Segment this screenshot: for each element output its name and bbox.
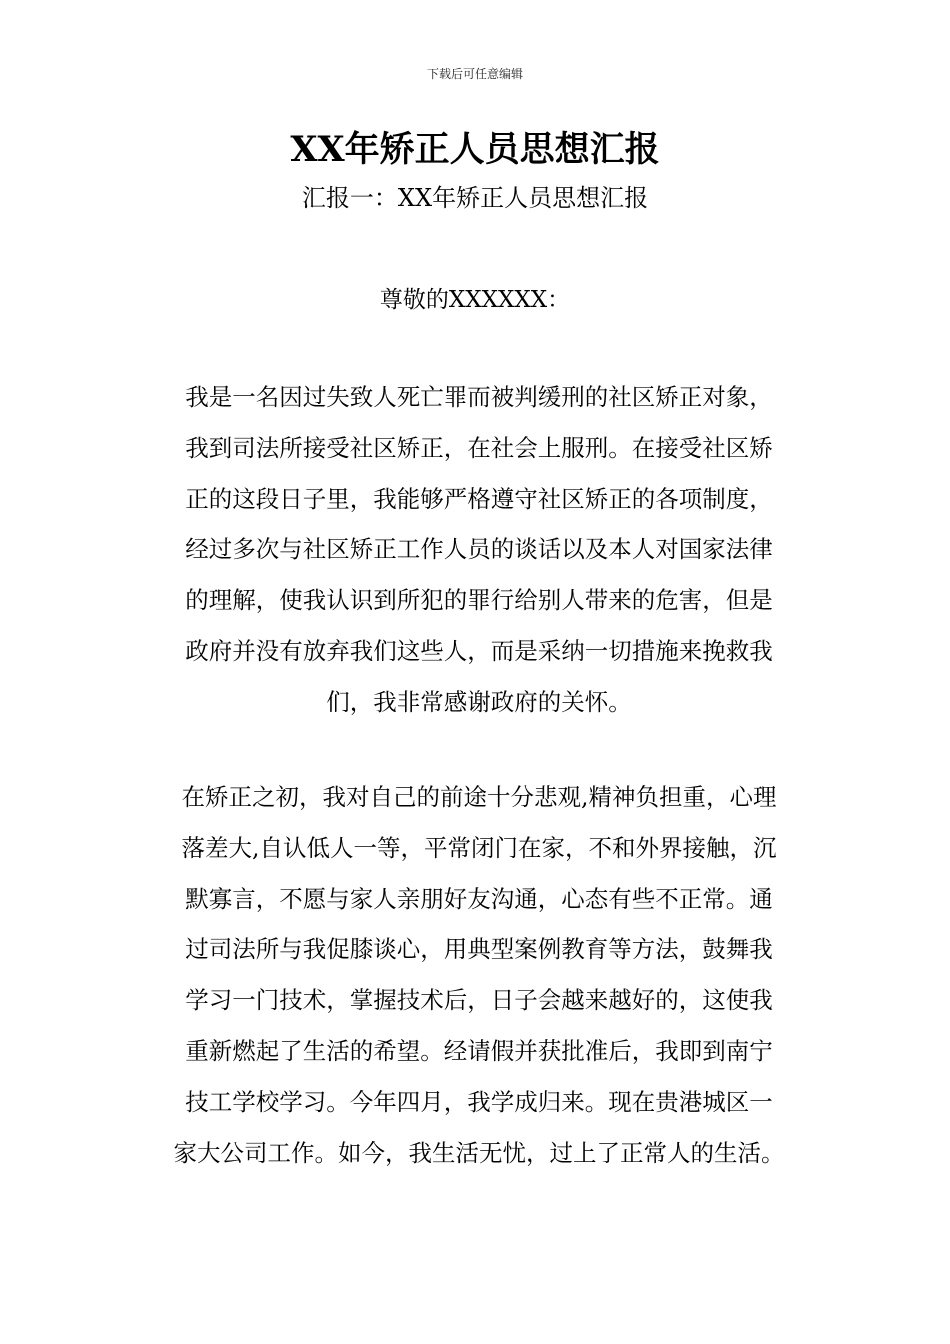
salutation: 尊敬的XXXXXX：: [379, 287, 571, 313]
paragraph-line: 经过多次与社区矫正工作人员的谈话以及本人对国家法律: [185, 535, 773, 564]
paragraph-line: 默寡言，不愿与家人亲朋好友沟通，心态有些不正常。通: [185, 884, 773, 913]
paragraph-line: 落差大,自认低人一等，平常闭门在家，不和外界接触，沉: [181, 833, 777, 862]
paragraph-line: 过司法所与我促膝谈心，用典型案例教育等方法，鼓舞我: [185, 935, 773, 964]
document-title: XX年矫正人员思想汇报: [290, 129, 660, 170]
paragraph-line: 我到司法所接受社区矫正，在社会上服刑。在接受社区矫: [185, 433, 773, 462]
paragraph-2: [146, 772, 812, 1178]
header-note: 下载后可任意编辑: [426, 67, 523, 81]
paragraph-line: 我是一名因过失致人死亡罪而被判缓刑的社区矫正对象，: [185, 383, 773, 411]
paragraph-line: 技工学校学习。今年四月，我学成归来。现在贵港城区一: [185, 1087, 773, 1116]
paragraph-line: 在矫正之初，我对自己的前途十分悲观,精神负担重，心理: [181, 783, 777, 811]
document-subtitle: 汇报一：XX年矫正人员思想汇报: [301, 184, 649, 212]
paragraph-line: 们，我非常感谢政府的关怀。: [326, 687, 632, 716]
paragraph-line: 家大公司工作。如今，我生活无忧，过上了正常人的生活。: [173, 1138, 785, 1167]
paragraph-line: 正的这段日子里，我能够严格遵守社区矫正的各项制度，: [185, 484, 773, 513]
paragraph-line: 学习一门技术，掌握技术后，日子会越来越好的，这使我: [185, 986, 773, 1015]
paragraph-line: 重新燃起了生活的希望。经请假并获批准后，我即到南宁: [185, 1036, 773, 1065]
paragraph-line: 的理解，使我认识到所犯的罪行给别人带来的危害，但是: [185, 586, 773, 615]
paragraph-1: [146, 372, 812, 728]
paragraph-line: 政府并没有放弃我们这些人，而是采纳一切措施来挽救我: [185, 636, 773, 665]
